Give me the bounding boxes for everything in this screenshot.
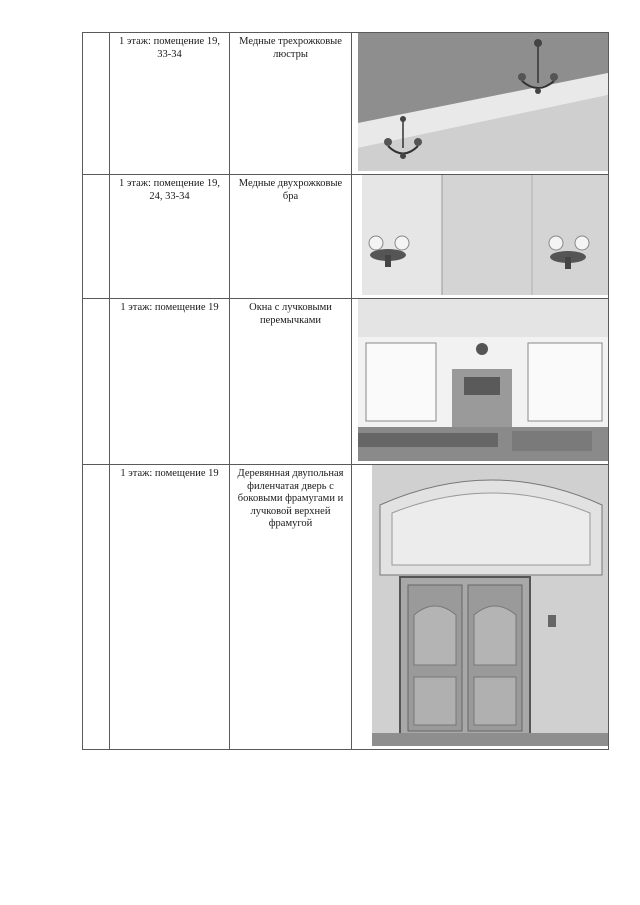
- location-text: 1 этаж: помещение 19: [120, 302, 219, 313]
- sconce-photo: [352, 175, 608, 295]
- item-description-cell: [230, 175, 352, 299]
- heritage-items-table: [82, 32, 609, 750]
- photo-cell: [352, 33, 609, 175]
- row-number-cell: [83, 33, 110, 175]
- location-cell: [110, 465, 230, 750]
- location-cell: [110, 299, 230, 465]
- wooden-door-photo: [352, 465, 608, 746]
- item-description-cell: [230, 33, 352, 175]
- item-description-cell: [230, 465, 352, 750]
- item-description-text: Медные трехрожковые люстры: [239, 36, 342, 60]
- chandelier-photo: [352, 33, 608, 171]
- location-text: 1 этаж: помещение 19, 33-34: [119, 36, 220, 60]
- item-description-text: Окна с лучковыми перемычками: [249, 302, 332, 326]
- table-row: [83, 299, 609, 465]
- item-description-text: Деревянная двупольная филенчатая дверь с боковыми фрамугами и лучковой верхней фрамугой: [237, 468, 344, 529]
- photo-cell: [352, 465, 609, 750]
- item-description-text: Медные двухрожковые бра: [238, 178, 343, 202]
- location-text: 1 этаж: помещение 19, 24, 33-34: [119, 178, 220, 202]
- photo-cell: [352, 299, 609, 465]
- item-description-cell: [230, 299, 352, 465]
- photo-cell: [352, 175, 609, 299]
- table-row: [83, 465, 609, 750]
- table-row: [83, 175, 609, 299]
- row-number-cell: [83, 299, 110, 465]
- row-number-cell: [83, 465, 110, 750]
- arched-windows-photo: [352, 299, 608, 461]
- location-cell: [110, 175, 230, 299]
- location-cell: [110, 33, 230, 175]
- row-number-cell: [83, 175, 110, 299]
- table-row: [83, 33, 609, 175]
- location-text: 1 этаж: помещение 19: [120, 468, 219, 479]
